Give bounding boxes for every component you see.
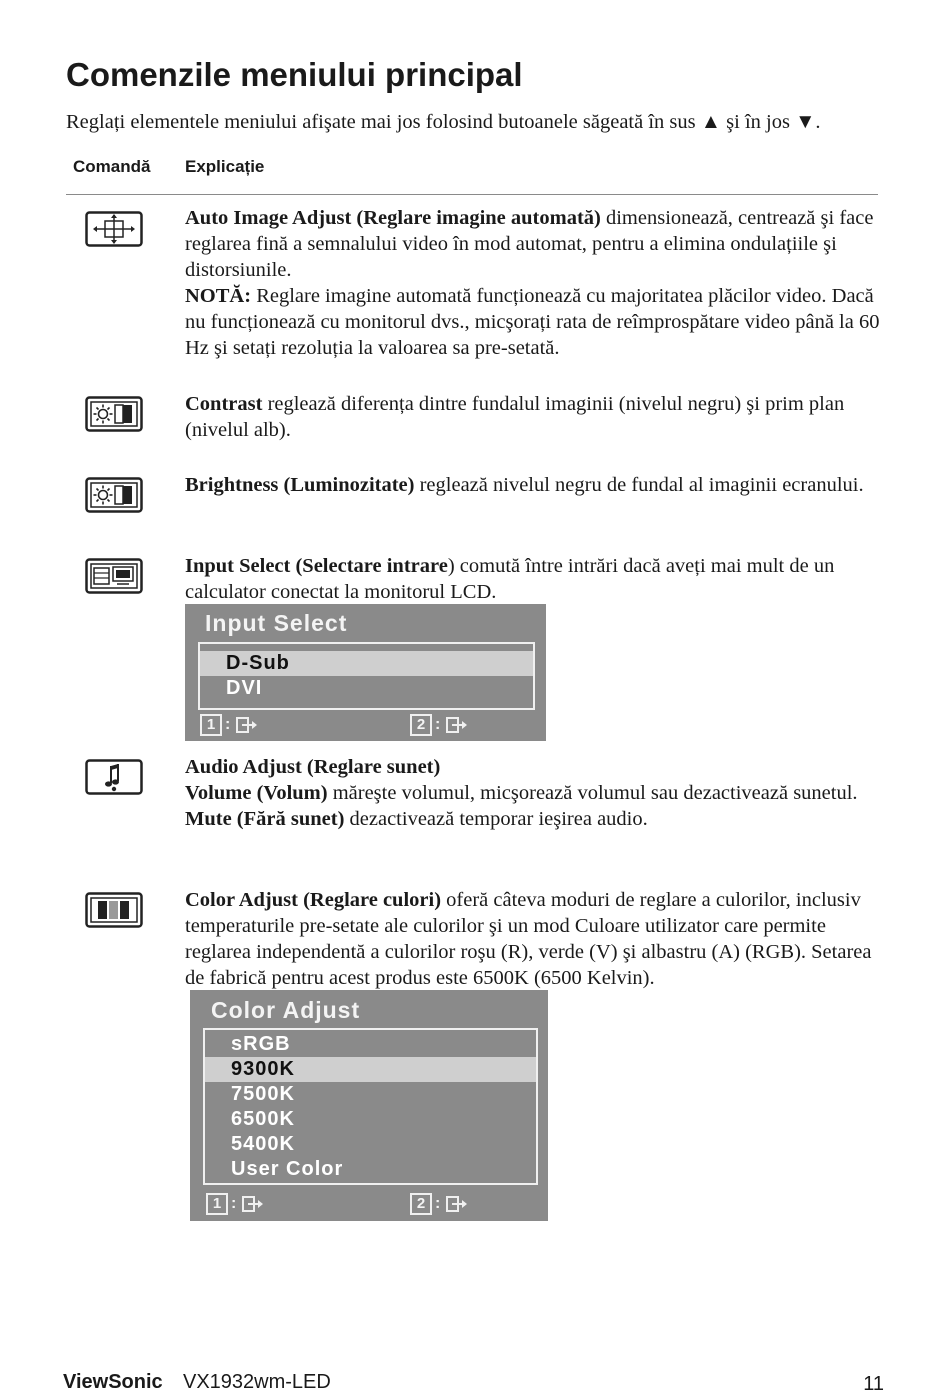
intro-text: Reglați elementele meniului afişate mai jos folosind butoanele săgeată în sus ▲ şi în jos ▼. xyxy=(66,111,821,133)
key-1-box: 1 xyxy=(206,1193,228,1215)
key-separator: : xyxy=(225,716,231,733)
contrast-icon xyxy=(85,396,143,432)
entry-contrast xyxy=(185,391,885,443)
key-2-box: 2 xyxy=(410,714,432,736)
entry-title: Auto Image Adjust (Reglare imagine automată) xyxy=(185,207,601,229)
entry-text: ) comută între intrări dacă aveți mai mult de un calculator conectat la monitorul LCD. xyxy=(185,555,835,603)
header-divider xyxy=(66,194,878,195)
volume-text: măreşte volumul, micşorează volumul sau dezactivează sunetul. xyxy=(327,782,858,804)
entry-input-select xyxy=(185,553,885,605)
entry-text: reglează nivelul negru de fundal al imaginii ecranului. xyxy=(414,474,864,496)
osd-menu-item-9300k[interactable]: 9300K xyxy=(205,1057,536,1082)
exit-icon xyxy=(236,716,258,734)
enter-icon xyxy=(446,1195,468,1213)
entry-title: Contrast xyxy=(185,393,263,415)
column-header-explanation: Explicație xyxy=(185,157,265,176)
footer-brand: ViewSonic xyxy=(63,1371,163,1393)
entry-text: oferă câteva moduri de reglare a culorilor, inclusiv temperaturile pre-setate ale culorilor şi un mod Culoare utilizator care permite reglarea independentă a culorilor roşu (R), verde (V) şi albastru (A) (RGB). Setarea de fabrică pentru acest produs este 6500K (6500 Kelvin). xyxy=(185,889,872,989)
key-separator: : xyxy=(231,1195,237,1212)
osd-title: Input Select xyxy=(205,610,348,636)
osd-key-2-enter xyxy=(410,1193,468,1215)
brightness-icon xyxy=(85,477,143,513)
entry-text: reglează diferența dintre fundalul imaginii (nivelul negru) şi prim plan (nivelul alb). xyxy=(185,393,845,441)
osd-key-1-exit xyxy=(206,1193,264,1215)
entry-auto-image-adjust xyxy=(185,205,885,361)
entry-brightness xyxy=(185,472,885,498)
osd-menu-item-5400k[interactable]: 5400K xyxy=(231,1133,295,1155)
key-separator: : xyxy=(435,1195,441,1212)
enter-icon xyxy=(446,716,468,734)
osd-menu-item-dvi[interactable]: DVI xyxy=(226,677,263,699)
entry-title: Color Adjust (Reglare culori) xyxy=(185,889,442,911)
entry-color-adjust xyxy=(185,887,885,991)
volume-label: Volume (Volum) xyxy=(185,782,328,804)
osd-menu-item-6500k[interactable]: 6500K xyxy=(231,1108,295,1130)
page-title: Comenzile meniului principal xyxy=(66,56,523,93)
key-1-box: 1 xyxy=(200,714,222,736)
input-select-icon xyxy=(85,558,143,594)
key-separator: : xyxy=(435,716,441,733)
osd-menu-item-srgb[interactable]: sRGB xyxy=(231,1033,291,1055)
footer-model: VX1932wm-LED xyxy=(183,1371,331,1393)
key-2-box: 2 xyxy=(410,1193,432,1215)
entry-title: Audio Adjust (Reglare sunet) xyxy=(185,756,441,778)
osd-menu-list xyxy=(203,1028,538,1185)
entry-title: Brightness (Luminozitate) xyxy=(185,474,415,496)
note-label: NOTĂ: xyxy=(185,285,252,307)
exit-icon xyxy=(242,1195,264,1213)
mute-text: dezactivează temporar ieşirea audio. xyxy=(344,808,648,830)
osd-menu-item-d-sub[interactable]: D-Sub xyxy=(200,651,533,676)
note-text: Reglare imagine automată funcționează cu majoritatea plăcilor video. Dacă nu funcționează cu monitorul dvs., micşorați rata de reîmprospătare video până la 60 Hz şi setați rezoluția la valoarea sa pre-setată. xyxy=(185,285,880,359)
entry-title: Input Select (Selectare intrare xyxy=(185,555,448,577)
osd-color-adjust xyxy=(190,990,548,1221)
page-number: 11 xyxy=(863,1373,884,1395)
osd-input-select xyxy=(185,604,546,741)
audio-adjust-icon xyxy=(85,759,143,795)
osd-key-2-enter xyxy=(410,714,468,736)
color-adjust-icon xyxy=(85,892,143,928)
entry-text: dimensionează, centrează şi face reglarea fină a semnalului video în mod automat, pentru a elimina ondulațiile şi distorsiunile. xyxy=(185,207,874,281)
osd-key-1-exit xyxy=(200,714,258,736)
osd-menu-item-user-color[interactable]: User Color xyxy=(231,1158,344,1180)
column-header-command: Comandă xyxy=(73,157,151,176)
osd-menu-item-7500k[interactable]: 7500K xyxy=(231,1083,295,1105)
mute-label: Mute (Fără sunet) xyxy=(185,808,345,830)
osd-menu-list xyxy=(198,642,535,710)
osd-title: Color Adjust xyxy=(211,997,361,1023)
auto-image-adjust-icon xyxy=(85,211,143,247)
entry-audio-adjust xyxy=(185,754,885,832)
